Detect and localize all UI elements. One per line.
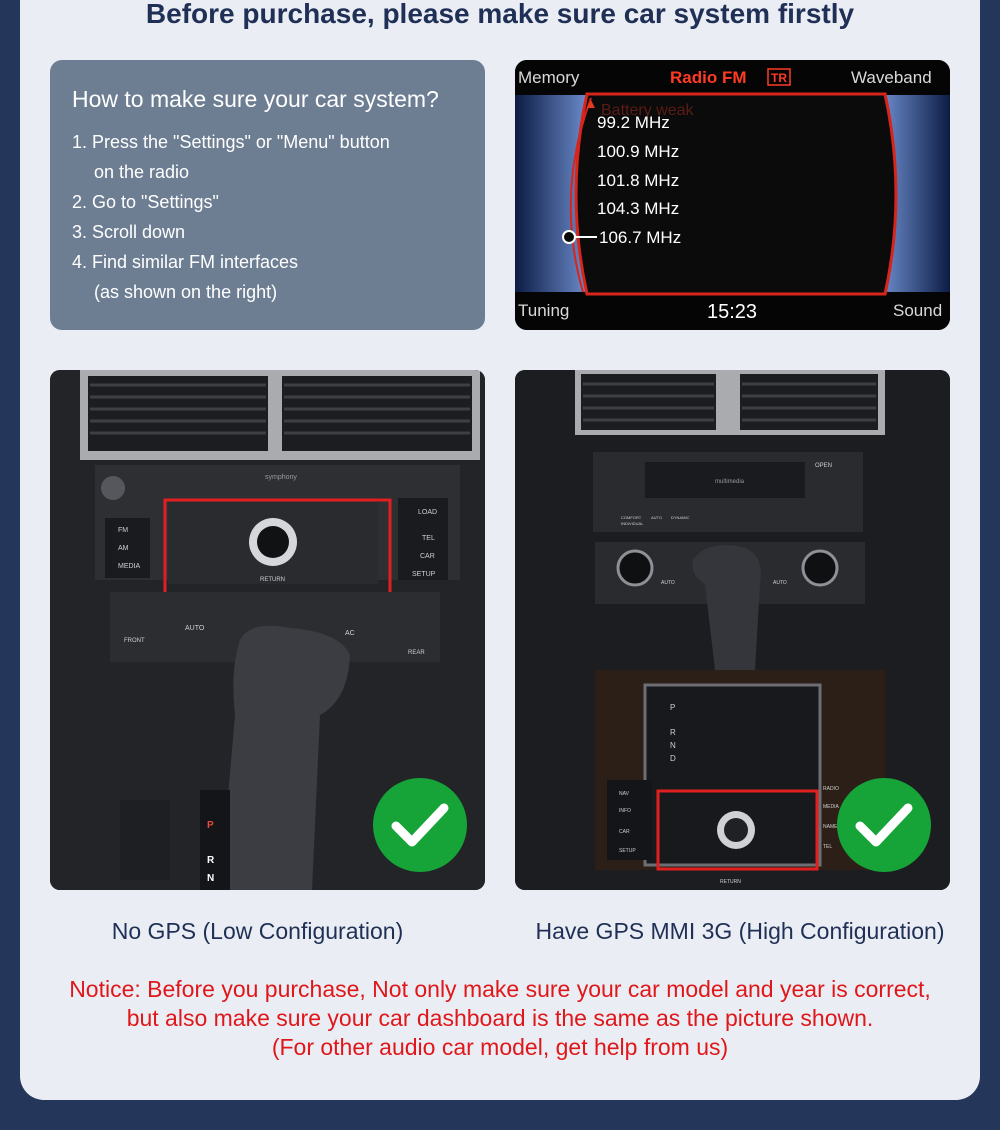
page-title: Before purchase, please make sure car system firstly — [145, 0, 855, 29]
left-auto-button: AUTO — [661, 580, 675, 586]
gear-r: R — [670, 728, 676, 737]
car-button: CAR — [420, 553, 435, 560]
high-config-caption: Have GPS MMI 3G (High Configuration) — [535, 918, 945, 944]
tuning-label: Tuning — [518, 301, 570, 320]
frequency-4: 104.3 MHz — [597, 199, 680, 218]
auto-mode-button: AUTO — [651, 515, 663, 520]
clock: 15:23 — [707, 301, 758, 323]
step-1-continued: on the radio — [94, 162, 190, 182]
memory-label: Memory — [518, 68, 580, 87]
rear-defrost-button: REAR — [408, 650, 425, 656]
step-4-note: (as shown on the right) — [94, 282, 278, 302]
individual-button: INDIVIDUAL — [621, 521, 644, 526]
load-button: LOAD — [418, 509, 438, 516]
notice-line-3: (For other audio car model, get help from us) — [271, 1034, 729, 1060]
frequency-3: 101.8 MHz — [597, 171, 680, 190]
return-button: RETURN — [260, 577, 285, 583]
name-button: NAME — [823, 824, 838, 830]
battery-warning: Battery weak — [601, 102, 694, 119]
gear-n: N — [207, 873, 215, 884]
setup-button: SETUP — [412, 571, 436, 578]
brand-label: multimedia — [715, 479, 745, 485]
tel-button: TEL — [823, 844, 833, 850]
frequency-1: 99.2 MHz — [597, 113, 670, 132]
setup-button: SETUP — [619, 848, 636, 854]
low-config-dashboard-photo — [50, 370, 485, 890]
am-button: AM — [118, 545, 129, 552]
high-config-dashboard-photo — [515, 370, 950, 890]
right-auto-button: AUTO — [773, 580, 787, 586]
gear-n: N — [670, 741, 676, 750]
gear-r: R — [207, 855, 215, 866]
open-button: OPEN — [815, 463, 833, 469]
media-button: MEDIA — [823, 804, 839, 810]
check-icon — [837, 778, 931, 872]
comfort-button: COMFORT — [621, 515, 642, 520]
right-climate-knob — [803, 551, 837, 585]
radio-fm-title: Radio FM — [670, 68, 747, 87]
volume-knob — [101, 476, 125, 500]
frequency-5: 106.7 MHz — [599, 228, 682, 247]
step-4: 4. Find similar FM interfaces — [72, 252, 299, 272]
notice-line-2: but also make sure your car dashboard is the same as the picture shown. — [126, 1005, 874, 1031]
car-button: CAR — [619, 829, 630, 835]
left-climate-knob — [618, 551, 652, 585]
return-button: RETURN — [720, 879, 741, 885]
gear-p: P — [207, 820, 214, 831]
step-2: 2. Go to "Settings" — [72, 192, 219, 212]
frequency-2: 100.9 MHz — [597, 142, 680, 161]
radio-screen-graphic — [515, 60, 950, 330]
brand-label: symphony — [265, 474, 297, 481]
fm-button: FM — [118, 527, 129, 534]
nav-button: NAV — [619, 791, 629, 797]
step-3: 3. Scroll down — [72, 222, 186, 242]
selected-station-marker — [563, 231, 575, 243]
notice-line-1: Notice: Before you purchase, Not only make sure your car model and year is correct, — [69, 976, 931, 1002]
front-defrost-button: FRONT — [124, 638, 145, 644]
notice — [0, 975, 1000, 1062]
waveband-label: Waveband — [851, 68, 932, 87]
media-button: MEDIA — [118, 563, 141, 570]
radio-button: RADIO — [823, 786, 839, 792]
tr-badge-label: TR — [771, 71, 787, 85]
info-button: INFO — [619, 808, 631, 814]
instructions-panel — [50, 60, 485, 330]
auto-button: AUTO — [185, 625, 205, 632]
sound-label: Sound — [893, 301, 943, 320]
instructions-title: How to make sure your car system? — [72, 86, 439, 112]
radio-fm-screen — [515, 60, 950, 330]
check-icon — [373, 778, 467, 872]
tel-button: TEL — [422, 535, 435, 542]
gear-d: D — [670, 754, 676, 763]
ac-button: AC — [345, 630, 355, 637]
dynamic-button: DYNAMIC — [671, 515, 690, 520]
gear-p: P — [670, 703, 676, 712]
step-1: 1. Press the "Settings" or "Menu" button — [72, 132, 390, 152]
low-config-caption: No GPS (Low Configuration) — [111, 918, 404, 944]
